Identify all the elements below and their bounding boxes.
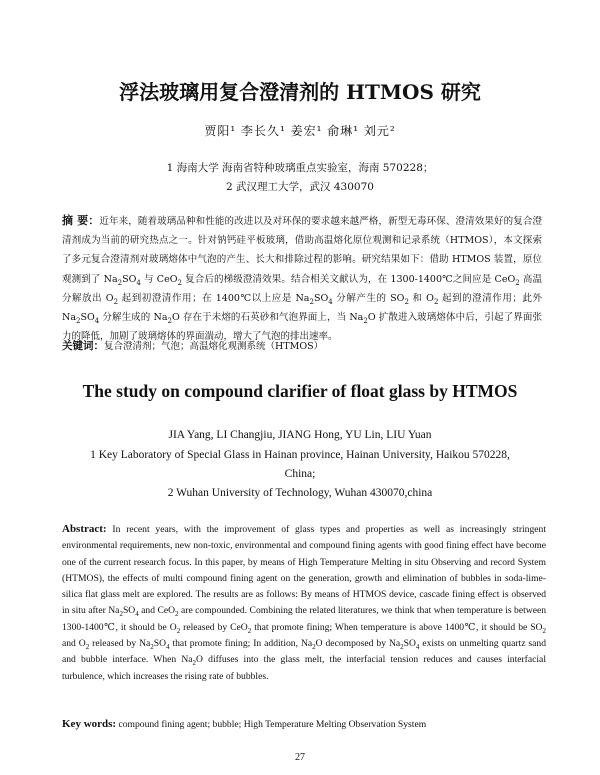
cn-authors: 贾阳¹ 李长久¹ 姜宏¹ 俞琳¹ 刘元²: [204, 124, 396, 138]
cn-keywords-label: 关键词：: [62, 340, 104, 352]
en-affiliation-1-country: China;: [284, 468, 316, 480]
cn-keywords: 关键词：复合澄清剂；气泡；高温熔化观测系统（HTMOS）: [62, 340, 324, 352]
page-number: 27: [295, 752, 305, 763]
en-keywords-label: Key words:: [62, 718, 117, 730]
en-title: The study on compound clarifier of float glass by HTMOS: [82, 381, 518, 401]
cn-title: 浮法玻璃用复合澄清剂的 HTMOS 研究: [119, 80, 481, 104]
en-keywords: Key words: compound fining agent; bubble; High Temperature Melting Observation System: [62, 718, 427, 730]
en-affiliation-2: 2 Wuhan University of Technology, Wuhan 430070,china: [167, 487, 433, 499]
en-abstract-label: Abstract:: [62, 523, 107, 535]
cn-affiliation-1: 1 海南大学 海南省特种玻璃重点实验室，海南 570228；: [166, 162, 434, 174]
cn-affiliation-2: 2 武汉理工大学，武汉 430070: [226, 181, 374, 193]
cn-abstract: 摘 要：近年来，随着玻璃品种和性能的改进以及对环保的要求越来越严格，新型无毒环保、澄清效果好的复合澄清剂成为当前的研究热点之一。针对钠钙硅平板玻璃，借助高温熔化原位观测和记录系统（HTMOS），本文探索了多元复合澄清剂对玻璃熔体中气泡的产生、长大和排除过程的影响。研究结果如下：借助 HTMOS 装置，原位观测到了 $Na_2SO_4$ 与 CeO$_2$ 复合后的梯级澄清效果。结合相关文献认为，在 1300-1400℃之间应是 CeO$_2$ 高温分解放出 $O_2$ 起到初澄清作用；在 1400℃以上应是 $Na_2SO_4$ 分解产生的 $SO_2$ 和 $O_2$ 起到的澄清作用；此外 $Na_2SO_4$ 分解生成的 $Na_2O$ 存在于未熔的石英砂和气泡界面上，当 $Na_2O$ 扩散进入玻璃熔体中后，引起了界面张力的降低，加剧了玻璃熔体的界面湍动，增大了气泡的排出速率。: [62, 214, 543, 343]
en-authors: JIA Yang, LI Changjiu, JIANG Hong, YU Lin, LIU Yuan: [168, 429, 432, 441]
en-abstract: Abstract: In recent years, with the improvement of glass types and properties as well as increasingly stringent environmental requirements, new non-toxic, environmental and compound fining agents with good fining effect have become one of the current research focus. In this paper, by means of High Temperature Melting in situ Observing and record System (HTMOS), the effects of multi compound fining agent on the generation, growth and elimination of bubbles in soda-lime-silica flat glass melt are explored. The results are as follows: By means of HTMOS device, cascade fining effect is observed in situ after $Na_2SO_4$ and CeO$_2$ are compounded. Combining the related literatures, we think that when temperature is between 1300-1400℃, it should be $O_2$ released by CeO$_2$ that promote fining; When temperature is above 1400℃, it should be $SO_2$ and $O_2$ released by $Na_2SO_4$ that promote fining; In addition, $Na_2O$ decomposed by $Na_2SO_4$ exists on unmelting quartz sand and bubble interface. When $Na_2O$ diffuses into the glass melt, the interfacial tension reduces and causes interfacial turbulence, which increases the rising rate of bubbles.: [62, 523, 547, 682]
cn-abstract-label: 摘 要：: [62, 214, 100, 227]
en-affiliation-1: 1 Key Laboratory of Special Glass in Hainan province, Hainan University, Haikou 570228,: [90, 449, 510, 461]
